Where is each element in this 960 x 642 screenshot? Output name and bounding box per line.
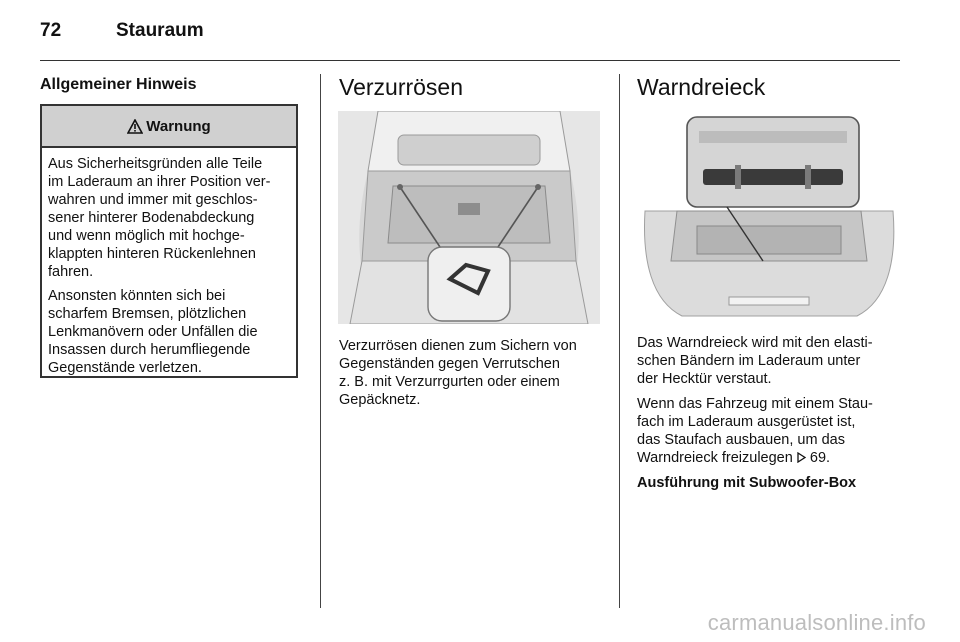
warning-triangle-paragraph-2 — [637, 395, 902, 467]
warning-header — [42, 106, 296, 148]
warning-body — [42, 148, 296, 377]
reference-arrow-icon — [797, 452, 806, 463]
warning-triangle-icon — [127, 119, 143, 134]
section-title-warning-triangle: Warndreieck — [637, 74, 766, 100]
lashing-eyes-text — [339, 337, 604, 416]
warning-triangle-paragraph-1: Das Warndreieck wird mit den elasti- schen Bändern im Laderaum unter der Hecktür verstaut. — [637, 335, 873, 387]
warning-paragraph-2: Ansonsten könnten sich bei scharfem Bremsen, plötzlichen Lenkmanövern oder Unfällen die Insassen durch herumfliegende Gegenstände verletzen. — [48, 288, 258, 376]
section-title-lashing-eyes: Verzurrösen — [339, 74, 464, 100]
warning-triangle-illustration — [637, 111, 900, 321]
paragraph-2-text: Wenn das Fahrzeug mit einem Stau- fach im Laderaum ausgerüstet ist, das Staufach ausbauen, um das Warndreieck freizulegen — [637, 396, 873, 466]
page-number: 72 — [40, 20, 62, 41]
column-divider-1 — [320, 74, 321, 608]
subwoofer-subheading: Ausführung mit Subwoofer-Box — [637, 475, 857, 491]
warning-paragraph-1: Aus Sicherheitsgründen alle Teile im Laderaum an ihrer Position ver- wahren und immer mit geschlos- sener hinterer Bodenabdeckung und wenn möglich mit hochge- klappten hinteren Rückenlehnen fahren. — [48, 156, 271, 280]
section-title-general-note: Allgemeiner Hinweis — [40, 76, 197, 93]
page-reference-link[interactable]: 69. — [809, 450, 831, 466]
warning-box — [40, 104, 298, 378]
header-rule — [40, 60, 900, 61]
column-divider-2 — [619, 74, 620, 608]
page-title: Stauraum — [116, 20, 204, 41]
lashing-eyes-paragraph: Verzurrösen dienen zum Sichern von Gegenständen gegen Verrutschen z. B. mit Verzurrgurten oder einem Gepäcknetz. — [339, 338, 577, 408]
watermark: carmanualsonline.info — [707, 610, 926, 635]
warning-label: Warnung — [146, 117, 211, 135]
warning-triangle-text — [637, 334, 902, 499]
lashing-eyes-illustration — [338, 111, 600, 324]
